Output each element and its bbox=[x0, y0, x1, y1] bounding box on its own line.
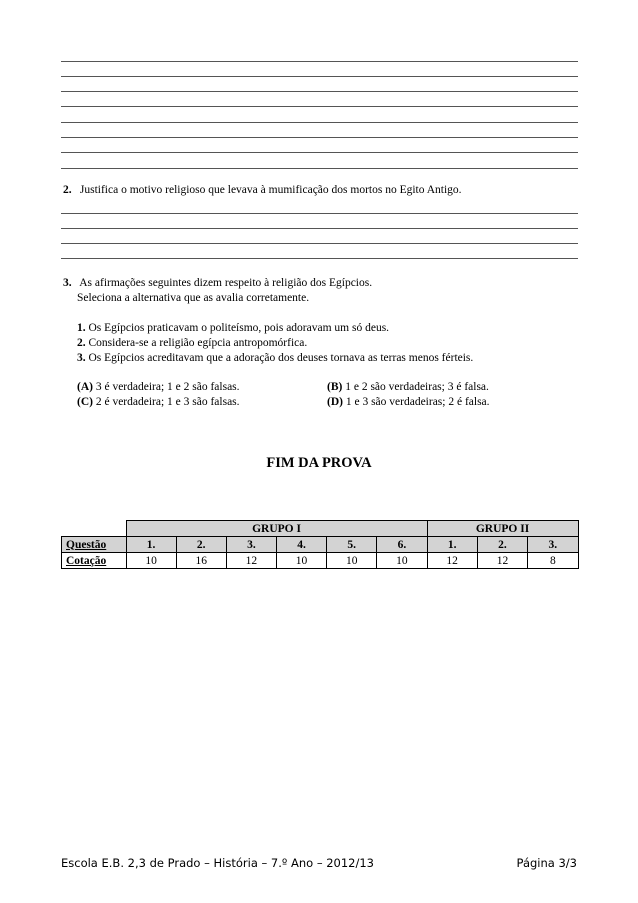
question-text-line2: Seleciona a alternativa que as avalia corretamente. bbox=[77, 292, 310, 304]
score-cell: 16 bbox=[176, 553, 226, 569]
answer-line bbox=[61, 106, 578, 107]
group-2-header: GRUPO II bbox=[427, 521, 578, 537]
answer-line bbox=[61, 91, 578, 92]
score-cell: 8 bbox=[528, 553, 578, 569]
question-number: 2. bbox=[63, 184, 72, 196]
question-cell: 3. bbox=[528, 537, 578, 553]
row-label-score: Cotação bbox=[62, 553, 127, 569]
answer-line bbox=[61, 137, 578, 138]
answer-line bbox=[61, 152, 578, 153]
table-row bbox=[62, 537, 579, 553]
question-2 bbox=[63, 183, 462, 198]
table-row bbox=[62, 553, 579, 569]
option-a: (A) 3 é verdadeira; 1 e 2 são falsas. bbox=[77, 381, 240, 393]
question-cell: 3. bbox=[226, 537, 276, 553]
option-b: (B) 1 e 2 são verdadeiras; 3 é falsa. bbox=[327, 381, 489, 393]
scoring-table bbox=[61, 520, 579, 569]
answer-line bbox=[61, 228, 578, 229]
question-cell: 2. bbox=[176, 537, 226, 553]
option-d: (D) 1 e 3 são verdadeiras; 2 é falsa. bbox=[327, 396, 490, 408]
question-cell: 5. bbox=[327, 537, 377, 553]
row-label-question: Questão bbox=[62, 537, 127, 553]
answer-line bbox=[61, 61, 578, 62]
end-of-exam-title: FIM DA PROVA bbox=[266, 455, 372, 471]
group-1-header: GRUPO I bbox=[126, 521, 427, 537]
table-corner bbox=[62, 521, 127, 537]
score-cell: 10 bbox=[377, 553, 427, 569]
answer-line bbox=[61, 213, 578, 214]
question-cell: 1. bbox=[126, 537, 176, 553]
answer-line bbox=[61, 258, 578, 259]
score-cell: 10 bbox=[276, 553, 326, 569]
question-number: 3. bbox=[63, 277, 72, 289]
score-cell: 10 bbox=[126, 553, 176, 569]
question-cell: 6. bbox=[377, 537, 427, 553]
statement-3: 3. Os Egípcios acreditavam que a adoração dos deuses tornava as terras menos férteis. bbox=[77, 352, 474, 364]
question-cell: 2. bbox=[477, 537, 527, 553]
answer-line bbox=[61, 243, 578, 244]
footer-school-info: Escola E.B. 2,3 de Prado – História – 7.º Ano – 2012/13 bbox=[61, 856, 374, 870]
score-cell: 10 bbox=[327, 553, 377, 569]
statement-1: 1. Os Egípcios praticavam o politeísmo, pois adoravam um só deus. bbox=[77, 322, 390, 334]
score-cell: 12 bbox=[226, 553, 276, 569]
score-cell: 12 bbox=[477, 553, 527, 569]
answer-line bbox=[61, 122, 578, 123]
question-cell: 1. bbox=[427, 537, 477, 553]
question-text: Justifica o motivo religioso que levava à mumificação dos mortos no Egito Antigo. bbox=[79, 184, 462, 196]
answer-line bbox=[61, 168, 578, 169]
score-cell: 12 bbox=[427, 553, 477, 569]
footer-page-number: Página 3/3 bbox=[516, 856, 577, 870]
question-cell: 4. bbox=[276, 537, 326, 553]
question-text-line1: As afirmações seguintes dizem respeito à religião dos Egípcios. bbox=[79, 277, 373, 289]
answer-line bbox=[61, 76, 578, 77]
option-c: (C) 2 é verdadeira; 1 e 3 são falsas. bbox=[77, 396, 240, 408]
statement-2: 2. Considera-se a religião egípcia antropomórfica. bbox=[77, 337, 308, 349]
question-3 bbox=[63, 276, 372, 291]
